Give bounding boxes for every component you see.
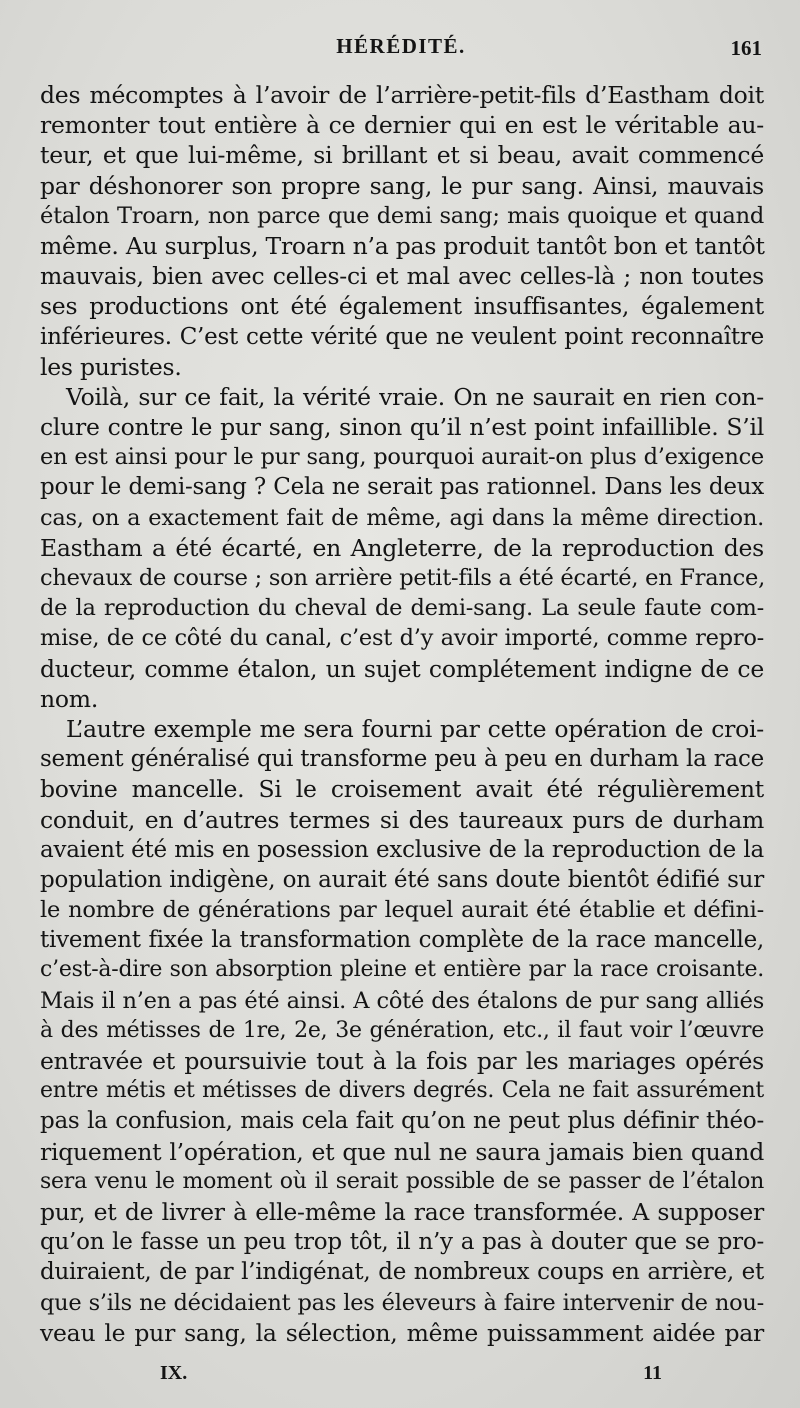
text-line: remonter tout entière à ce dernier qui en est le véritable au- [40, 111, 764, 140]
page-footer [40, 1362, 762, 1392]
text-line: duiraient, de par l’indigénat, de nombreux coups en arrière, et [40, 1259, 764, 1286]
text-line: que s’ils ne décidaient pas les éleveurs à faire intervenir de nou- [40, 1289, 764, 1316]
page-number: 161 [730, 36, 762, 60]
running-head [40, 34, 762, 64]
running-title: HÉRÉDITÉ. [336, 34, 466, 58]
text-line: c’est-à-dire son absorption pleine et entière par la race croisante. [40, 957, 764, 983]
text-line: en est ainsi pour le pur sang, pourquoi aurait-on plus d’exigence [40, 444, 764, 471]
text-line: même. Au surplus, Troarn n’a pas produit tantôt bon et tantôt [40, 231, 765, 260]
text-line: de la reproduction du cheval de demi-sang. La seule faute com- [40, 595, 764, 622]
sheet-signature: 11 [643, 1362, 662, 1384]
text-line: ses productions ont été également insuffisantes, également [40, 292, 764, 321]
text-line: avaient été mis en posession exclusive de la reproduction de la [40, 836, 764, 863]
text-line: sera venu le moment où il serait possible de se passer de l’étalon [40, 1168, 764, 1194]
text-line: teur, et que lui-même, si brillant et si beau, avait commencé [40, 141, 764, 170]
text-line: sement généralisé qui transforme peu à peu en durham la race [40, 746, 764, 773]
text-line: inférieures. C’est cette vérité que ne veulent point reconnaître [40, 323, 764, 350]
text-line: qu’on le fasse un peu trop tôt, il n’y a pas à douter que se pro- [40, 1229, 764, 1256]
text-line: pas la confusion, mais cela fait qu’on ne peut plus définir théo- [40, 1108, 764, 1135]
volume-signature: IX. [160, 1362, 188, 1384]
text-line: population indigène, on aurait été sans doute bientôt édifié sur [40, 866, 764, 893]
text-line: le nombre de générations par lequel aurait été établie et défini- [40, 897, 764, 924]
text-line: mauvais, bien avec celles-ci et mal avec celles-là ; non toutes [40, 262, 764, 291]
text-line: à des métisses de 1re, 2e, 3e génération, etc., il faut voir l’œuvre [40, 1017, 764, 1043]
text-line: nom. [40, 684, 99, 713]
text-line: pur, et de livrer à elle-même la race transformée. A supposer [40, 1197, 764, 1226]
text-line: riquement l’opération, et que nul ne saura jamais bien quand [40, 1137, 764, 1166]
text-line: chevaux de course ; son arrière petit-fils a été écarté, en France, [40, 565, 765, 591]
text-line: L’autre exemple me sera fourni par cette opération de croi- [66, 714, 764, 743]
text-line: les puristes. [40, 352, 182, 381]
text-line: étalon Troarn, non parce que demi sang; mais quoique et quand [40, 202, 764, 229]
text-line: clure contre le pur sang, sinon qu’il n’est point infaillible. S’il [40, 413, 764, 442]
text-line: entravée et poursuivie tout à la fois par les mariages opérés [40, 1047, 764, 1075]
text-line: veau le pur sang, la sélection, même puissamment aidée par [40, 1318, 764, 1347]
text-line: conduit, en d’autres termes si des taureaux purs de durham [40, 805, 764, 834]
text-line: Mais il n’en a pas été ainsi. A côté des étalons de pur sang alliés [40, 987, 764, 1014]
text-line: cas, on a exactement fait de même, agi dans la même direction. [40, 504, 764, 531]
text-line: ducteur, comme étalon, un sujet complétement indigne de ce [40, 654, 764, 683]
text-line: par déshonorer son propre sang, le pur sang. Ainsi, mauvais [40, 171, 764, 200]
text-line: tivement fixée la transformation complète de la race mancelle, [40, 927, 764, 954]
text-line: mise, de ce côté du canal, c’est d’y avoir importé, comme repro- [40, 625, 764, 652]
text-line: Voilà, sur ce fait, la vérité vraie. On ne saurait en rien con- [66, 382, 764, 411]
text-line: entre métis et métisses de divers degrés. Cela ne fait assurément [40, 1078, 764, 1104]
text-line: bovine mancelle. Si le croisement avait été régulièrement [40, 775, 764, 804]
text-line: Eastham a été écarté, en Angleterre, de la reproduction des [40, 533, 764, 562]
text-line: pour le demi-sang ? Cela ne serait pas rationnel. Dans les deux [40, 474, 764, 501]
text-line: des mécomptes à l’avoir de l’arrière-petit-fils d’Eastham doit [40, 81, 764, 109]
body-text [40, 80, 764, 1348]
